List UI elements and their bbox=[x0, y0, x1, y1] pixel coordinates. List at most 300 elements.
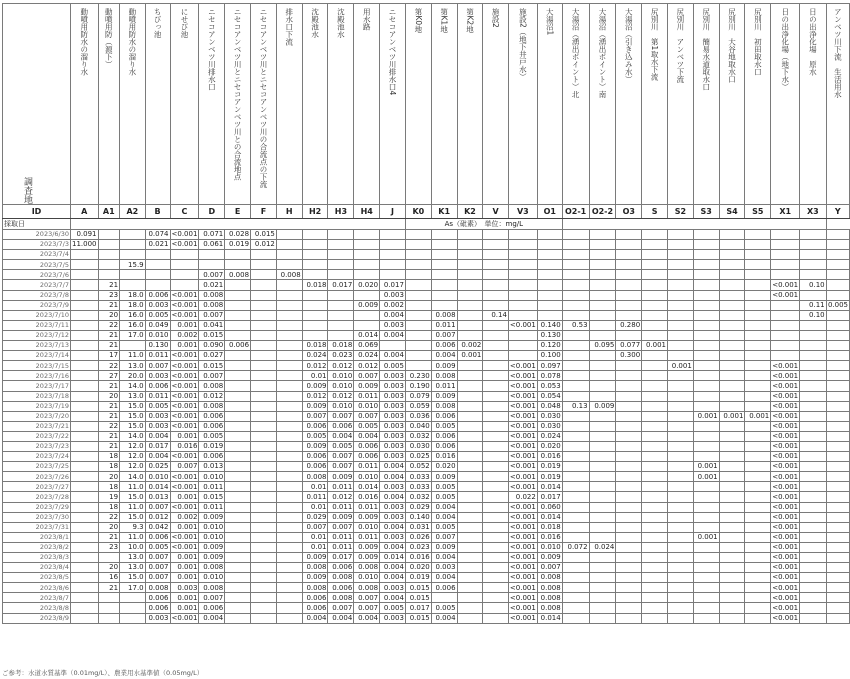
value-cell bbox=[826, 371, 849, 381]
value-cell bbox=[276, 522, 302, 532]
value-cell bbox=[71, 492, 99, 502]
value-cell: 0.003 bbox=[380, 583, 406, 593]
value-cell: 0.100 bbox=[537, 351, 562, 361]
value-cell: 12.0 bbox=[120, 462, 146, 472]
value-cell bbox=[800, 593, 827, 603]
value-cell bbox=[120, 593, 146, 603]
column-name-cell bbox=[616, 4, 642, 205]
value-cell bbox=[457, 613, 483, 623]
value-cell bbox=[667, 522, 693, 532]
value-cell bbox=[693, 250, 719, 260]
value-cell bbox=[71, 411, 99, 421]
value-cell bbox=[826, 240, 849, 250]
value-cell: <0.001 bbox=[509, 432, 536, 441]
value-cell bbox=[508, 330, 537, 340]
value-cell: 0.001 bbox=[170, 522, 199, 532]
value-cell: 0.009 bbox=[354, 300, 380, 310]
value-cell: 21 bbox=[98, 330, 120, 340]
value-cell bbox=[405, 320, 431, 330]
value-cell bbox=[800, 240, 827, 250]
value-cell bbox=[251, 462, 277, 472]
value-cell bbox=[800, 320, 827, 330]
value-cell: 0.001 bbox=[170, 563, 199, 573]
table-row bbox=[3, 532, 850, 542]
value-cell: 0.015 bbox=[199, 492, 225, 502]
value-cell: 0.010 bbox=[145, 472, 170, 482]
column-code: O2-2 bbox=[589, 205, 616, 219]
value-cell bbox=[745, 462, 771, 472]
value-cell: 0.003 bbox=[380, 320, 406, 330]
value-cell bbox=[616, 553, 642, 563]
value-cell bbox=[826, 542, 849, 552]
value-cell: <0.001 bbox=[171, 240, 198, 249]
value-cell bbox=[71, 351, 99, 361]
value-cell bbox=[800, 512, 827, 522]
value-cell bbox=[719, 553, 745, 563]
value-cell: 0.004 bbox=[380, 351, 406, 361]
value-cell: 0.019 bbox=[537, 472, 562, 482]
value-cell: 0.009 bbox=[302, 553, 328, 563]
value-cell: 0.012 bbox=[302, 391, 328, 401]
value-cell: 0.01 bbox=[302, 542, 328, 552]
column-code: X1 bbox=[771, 205, 800, 219]
value-cell bbox=[719, 290, 745, 300]
value-cell: 0.004 bbox=[199, 613, 225, 623]
column-name-cell bbox=[826, 4, 849, 205]
value-cell: 0.13 bbox=[562, 401, 589, 411]
value-cell: <0.001 bbox=[171, 391, 198, 400]
value-cell: <0.001 bbox=[509, 553, 536, 562]
value-cell: 0.005 bbox=[145, 401, 170, 411]
value-cell: <0.001 bbox=[171, 351, 198, 360]
value-cell bbox=[71, 573, 99, 583]
value-cell: 0.024 bbox=[354, 351, 380, 361]
value-cell bbox=[693, 401, 719, 411]
value-cell bbox=[562, 280, 589, 290]
value-cell bbox=[276, 260, 302, 270]
value-cell bbox=[457, 250, 483, 260]
value-cell: 0.001 bbox=[170, 603, 199, 613]
value-cell bbox=[642, 502, 668, 512]
value-cell bbox=[562, 532, 589, 542]
value-cell bbox=[642, 431, 668, 441]
value-cell: 18.0 bbox=[120, 290, 146, 300]
value-cell bbox=[457, 260, 483, 270]
value-cell bbox=[483, 542, 509, 552]
value-cell bbox=[457, 431, 483, 441]
value-cell bbox=[589, 472, 616, 482]
value-cell bbox=[800, 553, 827, 563]
value-cell bbox=[616, 482, 642, 492]
value-cell: 0.023 bbox=[328, 351, 354, 361]
value-cell: 27 bbox=[98, 371, 120, 381]
value-cell bbox=[457, 391, 483, 401]
column-name-cell bbox=[642, 4, 668, 205]
value-cell: 0.069 bbox=[354, 341, 380, 351]
unit-label: As（砒素） 単位：mg/L bbox=[405, 219, 562, 230]
date-cell: 2023/7/6 bbox=[3, 270, 71, 280]
value-cell bbox=[276, 502, 302, 512]
date-cell: 2023/7/18 bbox=[3, 391, 71, 401]
value-cell bbox=[589, 280, 616, 290]
value-cell bbox=[328, 290, 354, 300]
value-cell: <0.001 bbox=[772, 452, 799, 461]
value-cell bbox=[251, 371, 277, 381]
value-cell bbox=[616, 573, 642, 583]
value-cell bbox=[589, 320, 616, 330]
value-cell: 0.036 bbox=[405, 411, 431, 421]
value-cell bbox=[616, 310, 642, 320]
value-cell bbox=[483, 492, 509, 502]
value-cell: 0.001 bbox=[170, 492, 199, 502]
column-name-cell bbox=[431, 4, 457, 205]
value-cell: 0.004 bbox=[354, 431, 380, 441]
value-cell: <0.001 bbox=[772, 290, 799, 299]
value-cell: 0.077 bbox=[616, 341, 642, 351]
value-cell bbox=[719, 391, 745, 401]
value-cell bbox=[354, 260, 380, 270]
value-cell bbox=[251, 573, 277, 583]
value-cell: 0.032 bbox=[405, 431, 431, 441]
value-cell bbox=[589, 391, 616, 401]
value-cell: <0.001 bbox=[171, 230, 198, 239]
value-cell: 0.017 bbox=[328, 280, 354, 290]
value-cell: 0.11 bbox=[800, 300, 827, 310]
value-cell bbox=[667, 270, 693, 280]
value-cell bbox=[771, 310, 800, 320]
value-cell bbox=[693, 300, 719, 310]
value-cell bbox=[251, 603, 277, 613]
value-cell bbox=[170, 260, 199, 270]
value-cell: 0.001 bbox=[745, 411, 771, 421]
value-cell: 0.011 bbox=[199, 502, 225, 512]
value-cell bbox=[745, 532, 771, 542]
value-cell bbox=[251, 341, 277, 351]
value-cell bbox=[225, 361, 251, 371]
value-cell bbox=[562, 553, 589, 563]
value-cell: 0.004 bbox=[431, 573, 457, 583]
table-row bbox=[3, 613, 850, 623]
value-cell: 0.006 bbox=[225, 341, 251, 351]
value-cell bbox=[483, 593, 509, 603]
value-cell bbox=[589, 441, 616, 451]
column-name-cell bbox=[693, 4, 719, 205]
value-cell bbox=[719, 542, 745, 552]
value-cell bbox=[225, 452, 251, 462]
value-cell bbox=[693, 431, 719, 441]
value-cell: 21 bbox=[98, 401, 120, 411]
value-cell: 0.004 bbox=[380, 462, 406, 472]
value-cell: 0.011 bbox=[328, 542, 354, 552]
value-cell bbox=[642, 613, 668, 623]
value-cell: <0.001 bbox=[772, 553, 799, 562]
value-cell bbox=[826, 330, 849, 340]
value-cell: 0.007 bbox=[199, 593, 225, 603]
value-cell bbox=[276, 341, 302, 351]
value-cell: 0.006 bbox=[328, 563, 354, 573]
value-cell bbox=[642, 522, 668, 532]
value-cell bbox=[642, 320, 668, 330]
value-cell: 0.008 bbox=[225, 270, 251, 280]
value-cell bbox=[71, 421, 99, 431]
value-cell: 10.0 bbox=[120, 542, 146, 552]
value-cell: 0.009 bbox=[354, 381, 380, 391]
value-cell bbox=[800, 542, 827, 552]
value-cell: 0.040 bbox=[405, 421, 431, 431]
date-cell: 2023/7/22 bbox=[3, 431, 71, 441]
value-cell: <0.001 bbox=[772, 523, 799, 532]
value-cell: <0.001 bbox=[772, 361, 799, 370]
value-cell bbox=[71, 603, 99, 613]
value-cell: 0.007 bbox=[354, 411, 380, 421]
value-cell: 0.006 bbox=[354, 441, 380, 451]
table-row bbox=[3, 603, 850, 613]
column-code: H4 bbox=[354, 205, 380, 219]
value-cell: 0.006 bbox=[354, 452, 380, 462]
value-cell bbox=[745, 512, 771, 522]
value-cell bbox=[225, 300, 251, 310]
value-cell bbox=[562, 583, 589, 593]
value-cell bbox=[719, 421, 745, 431]
value-cell: 0.005 bbox=[199, 431, 225, 441]
date-cell: 2023/7/13 bbox=[3, 341, 71, 351]
value-cell: 0.008 bbox=[354, 563, 380, 573]
value-cell bbox=[71, 583, 99, 593]
value-cell bbox=[457, 593, 483, 603]
value-cell bbox=[719, 522, 745, 532]
value-cell bbox=[145, 250, 170, 260]
value-cell: 0.024 bbox=[537, 431, 562, 441]
value-cell: 0.005 bbox=[380, 603, 406, 613]
value-cell: 0.007 bbox=[170, 462, 199, 472]
value-cell: 17.0 bbox=[120, 583, 146, 593]
table-row bbox=[3, 492, 850, 502]
value-cell bbox=[616, 441, 642, 451]
column-name: 大湯沼（湧出ポイント）北 bbox=[571, 8, 581, 98]
value-cell: 0.028 bbox=[225, 230, 251, 240]
value-cell bbox=[276, 613, 302, 623]
value-cell: 0.019 bbox=[537, 462, 562, 472]
value-cell bbox=[251, 361, 277, 371]
value-cell: 0.016 bbox=[405, 553, 431, 563]
value-cell bbox=[225, 573, 251, 583]
value-cell bbox=[457, 371, 483, 381]
value-cell: <0.001 bbox=[509, 502, 536, 511]
value-cell bbox=[616, 462, 642, 472]
value-cell bbox=[826, 452, 849, 462]
value-cell: 22 bbox=[98, 361, 120, 371]
value-cell bbox=[251, 441, 277, 451]
value-cell bbox=[457, 230, 483, 240]
value-cell bbox=[71, 462, 99, 472]
value-cell: 0.006 bbox=[145, 532, 170, 542]
table-row bbox=[3, 320, 850, 330]
value-cell bbox=[616, 512, 642, 522]
value-cell bbox=[354, 270, 380, 280]
value-cell bbox=[642, 280, 668, 290]
value-cell: 0.048 bbox=[537, 401, 562, 411]
value-cell bbox=[405, 260, 431, 270]
column-code: V3 bbox=[508, 205, 537, 219]
column-name: 沈殿池水 bbox=[336, 8, 346, 38]
value-cell bbox=[431, 270, 457, 280]
value-cell: 0.016 bbox=[354, 492, 380, 502]
value-cell bbox=[405, 300, 431, 310]
value-cell bbox=[98, 593, 120, 603]
value-cell: <0.001 bbox=[772, 462, 799, 471]
value-cell bbox=[826, 341, 849, 351]
value-cell: <0.001 bbox=[772, 432, 799, 441]
value-cell bbox=[251, 300, 277, 310]
value-cell: 0.030 bbox=[537, 411, 562, 421]
value-cell bbox=[225, 391, 251, 401]
value-cell bbox=[225, 330, 251, 340]
value-cell: 0.010 bbox=[328, 401, 354, 411]
value-cell bbox=[71, 452, 99, 462]
value-cell bbox=[642, 452, 668, 462]
value-cell bbox=[71, 613, 99, 623]
value-cell bbox=[276, 391, 302, 401]
value-cell: 0.011 bbox=[354, 532, 380, 542]
value-cell: 0.008 bbox=[199, 583, 225, 593]
value-cell: <0.001 bbox=[772, 533, 799, 542]
value-cell bbox=[719, 381, 745, 391]
column-name: ニセコアンベツ川とニセコアンベツ川の合流点の下流 bbox=[258, 8, 268, 188]
column-code: C bbox=[170, 205, 199, 219]
value-cell: 0.008 bbox=[431, 371, 457, 381]
value-cell bbox=[225, 472, 251, 482]
value-cell bbox=[457, 492, 483, 502]
value-cell bbox=[562, 300, 589, 310]
value-cell: <0.001 bbox=[772, 613, 799, 622]
value-cell: 0.001 bbox=[170, 593, 199, 603]
value-cell bbox=[225, 431, 251, 441]
value-cell bbox=[483, 512, 509, 522]
value-cell bbox=[589, 492, 616, 502]
value-cell: 0.007 bbox=[431, 532, 457, 542]
value-cell bbox=[719, 371, 745, 381]
value-cell bbox=[667, 472, 693, 482]
date-cell: 2023/8/4 bbox=[3, 563, 71, 573]
date-cell: 2023/7/10 bbox=[3, 310, 71, 320]
value-cell bbox=[826, 401, 849, 411]
value-cell: 0.005 bbox=[431, 482, 457, 492]
value-cell bbox=[354, 240, 380, 250]
value-cell: 17 bbox=[98, 351, 120, 361]
value-cell: 0.003 bbox=[145, 300, 170, 310]
value-cell: 0.001 bbox=[170, 320, 199, 330]
value-cell bbox=[405, 250, 431, 260]
value-cell: 0.019 bbox=[405, 573, 431, 583]
value-cell: 0.003 bbox=[380, 482, 406, 492]
value-cell bbox=[457, 401, 483, 411]
value-cell bbox=[225, 462, 251, 472]
value-cell bbox=[431, 250, 457, 260]
value-cell bbox=[589, 361, 616, 371]
value-cell bbox=[562, 441, 589, 451]
value-cell bbox=[667, 603, 693, 613]
value-cell bbox=[562, 260, 589, 270]
column-code: K1 bbox=[431, 205, 457, 219]
id-label: ID bbox=[3, 205, 71, 219]
value-cell: 0.003 bbox=[170, 583, 199, 593]
value-cell bbox=[771, 230, 800, 240]
value-cell bbox=[589, 260, 616, 270]
value-cell bbox=[71, 542, 99, 552]
column-name-cell bbox=[745, 4, 771, 205]
value-cell bbox=[328, 310, 354, 320]
value-cell bbox=[251, 391, 277, 401]
value-cell: <0.001 bbox=[772, 502, 799, 511]
value-cell bbox=[616, 240, 642, 250]
date-cell: 2023/7/8 bbox=[3, 290, 71, 300]
value-cell: 0.003 bbox=[380, 391, 406, 401]
value-cell bbox=[745, 240, 771, 250]
table-row bbox=[3, 260, 850, 270]
column-name: 施設2 bbox=[491, 8, 501, 28]
value-cell bbox=[483, 330, 509, 340]
value-cell bbox=[745, 431, 771, 441]
value-cell bbox=[745, 381, 771, 391]
value-cell: 0.010 bbox=[354, 573, 380, 583]
value-cell bbox=[276, 553, 302, 563]
value-cell bbox=[225, 421, 251, 431]
value-cell bbox=[508, 270, 537, 280]
value-cell bbox=[276, 240, 302, 250]
value-cell bbox=[562, 482, 589, 492]
value-cell bbox=[719, 310, 745, 320]
value-cell: <0.001 bbox=[171, 422, 198, 431]
value-cell bbox=[642, 462, 668, 472]
value-cell bbox=[276, 310, 302, 320]
value-cell bbox=[431, 240, 457, 250]
value-cell bbox=[745, 563, 771, 573]
value-cell: <0.001 bbox=[509, 472, 536, 481]
value-cell: 0.016 bbox=[170, 441, 199, 451]
value-cell bbox=[589, 371, 616, 381]
value-cell: 0.012 bbox=[354, 361, 380, 371]
value-cell: 0.008 bbox=[199, 300, 225, 310]
value-cell bbox=[800, 391, 827, 401]
value-cell: 0.001 bbox=[457, 351, 483, 361]
value-cell: 0.017 bbox=[380, 280, 406, 290]
value-cell bbox=[642, 573, 668, 583]
column-name-cell bbox=[170, 4, 199, 205]
value-cell: 0.004 bbox=[431, 502, 457, 512]
value-cell bbox=[225, 351, 251, 361]
value-cell bbox=[225, 593, 251, 603]
value-cell bbox=[745, 553, 771, 563]
value-cell: 0.230 bbox=[405, 371, 431, 381]
value-cell bbox=[508, 310, 537, 320]
value-cell bbox=[826, 613, 849, 623]
value-cell: 0.009 bbox=[302, 401, 328, 411]
value-cell: 0.140 bbox=[405, 512, 431, 522]
value-cell bbox=[745, 330, 771, 340]
value-cell bbox=[589, 270, 616, 280]
value-cell bbox=[508, 250, 537, 260]
value-cell bbox=[251, 542, 277, 552]
date-cell: 2023/7/20 bbox=[3, 411, 71, 421]
value-cell: <0.001 bbox=[509, 613, 536, 622]
table-row bbox=[3, 230, 850, 240]
value-cell bbox=[276, 290, 302, 300]
column-name-cell bbox=[537, 4, 562, 205]
value-cell: 16.0 bbox=[120, 310, 146, 320]
value-cell bbox=[800, 381, 827, 391]
value-cell: <0.001 bbox=[509, 523, 536, 532]
value-cell: <0.001 bbox=[772, 401, 799, 410]
